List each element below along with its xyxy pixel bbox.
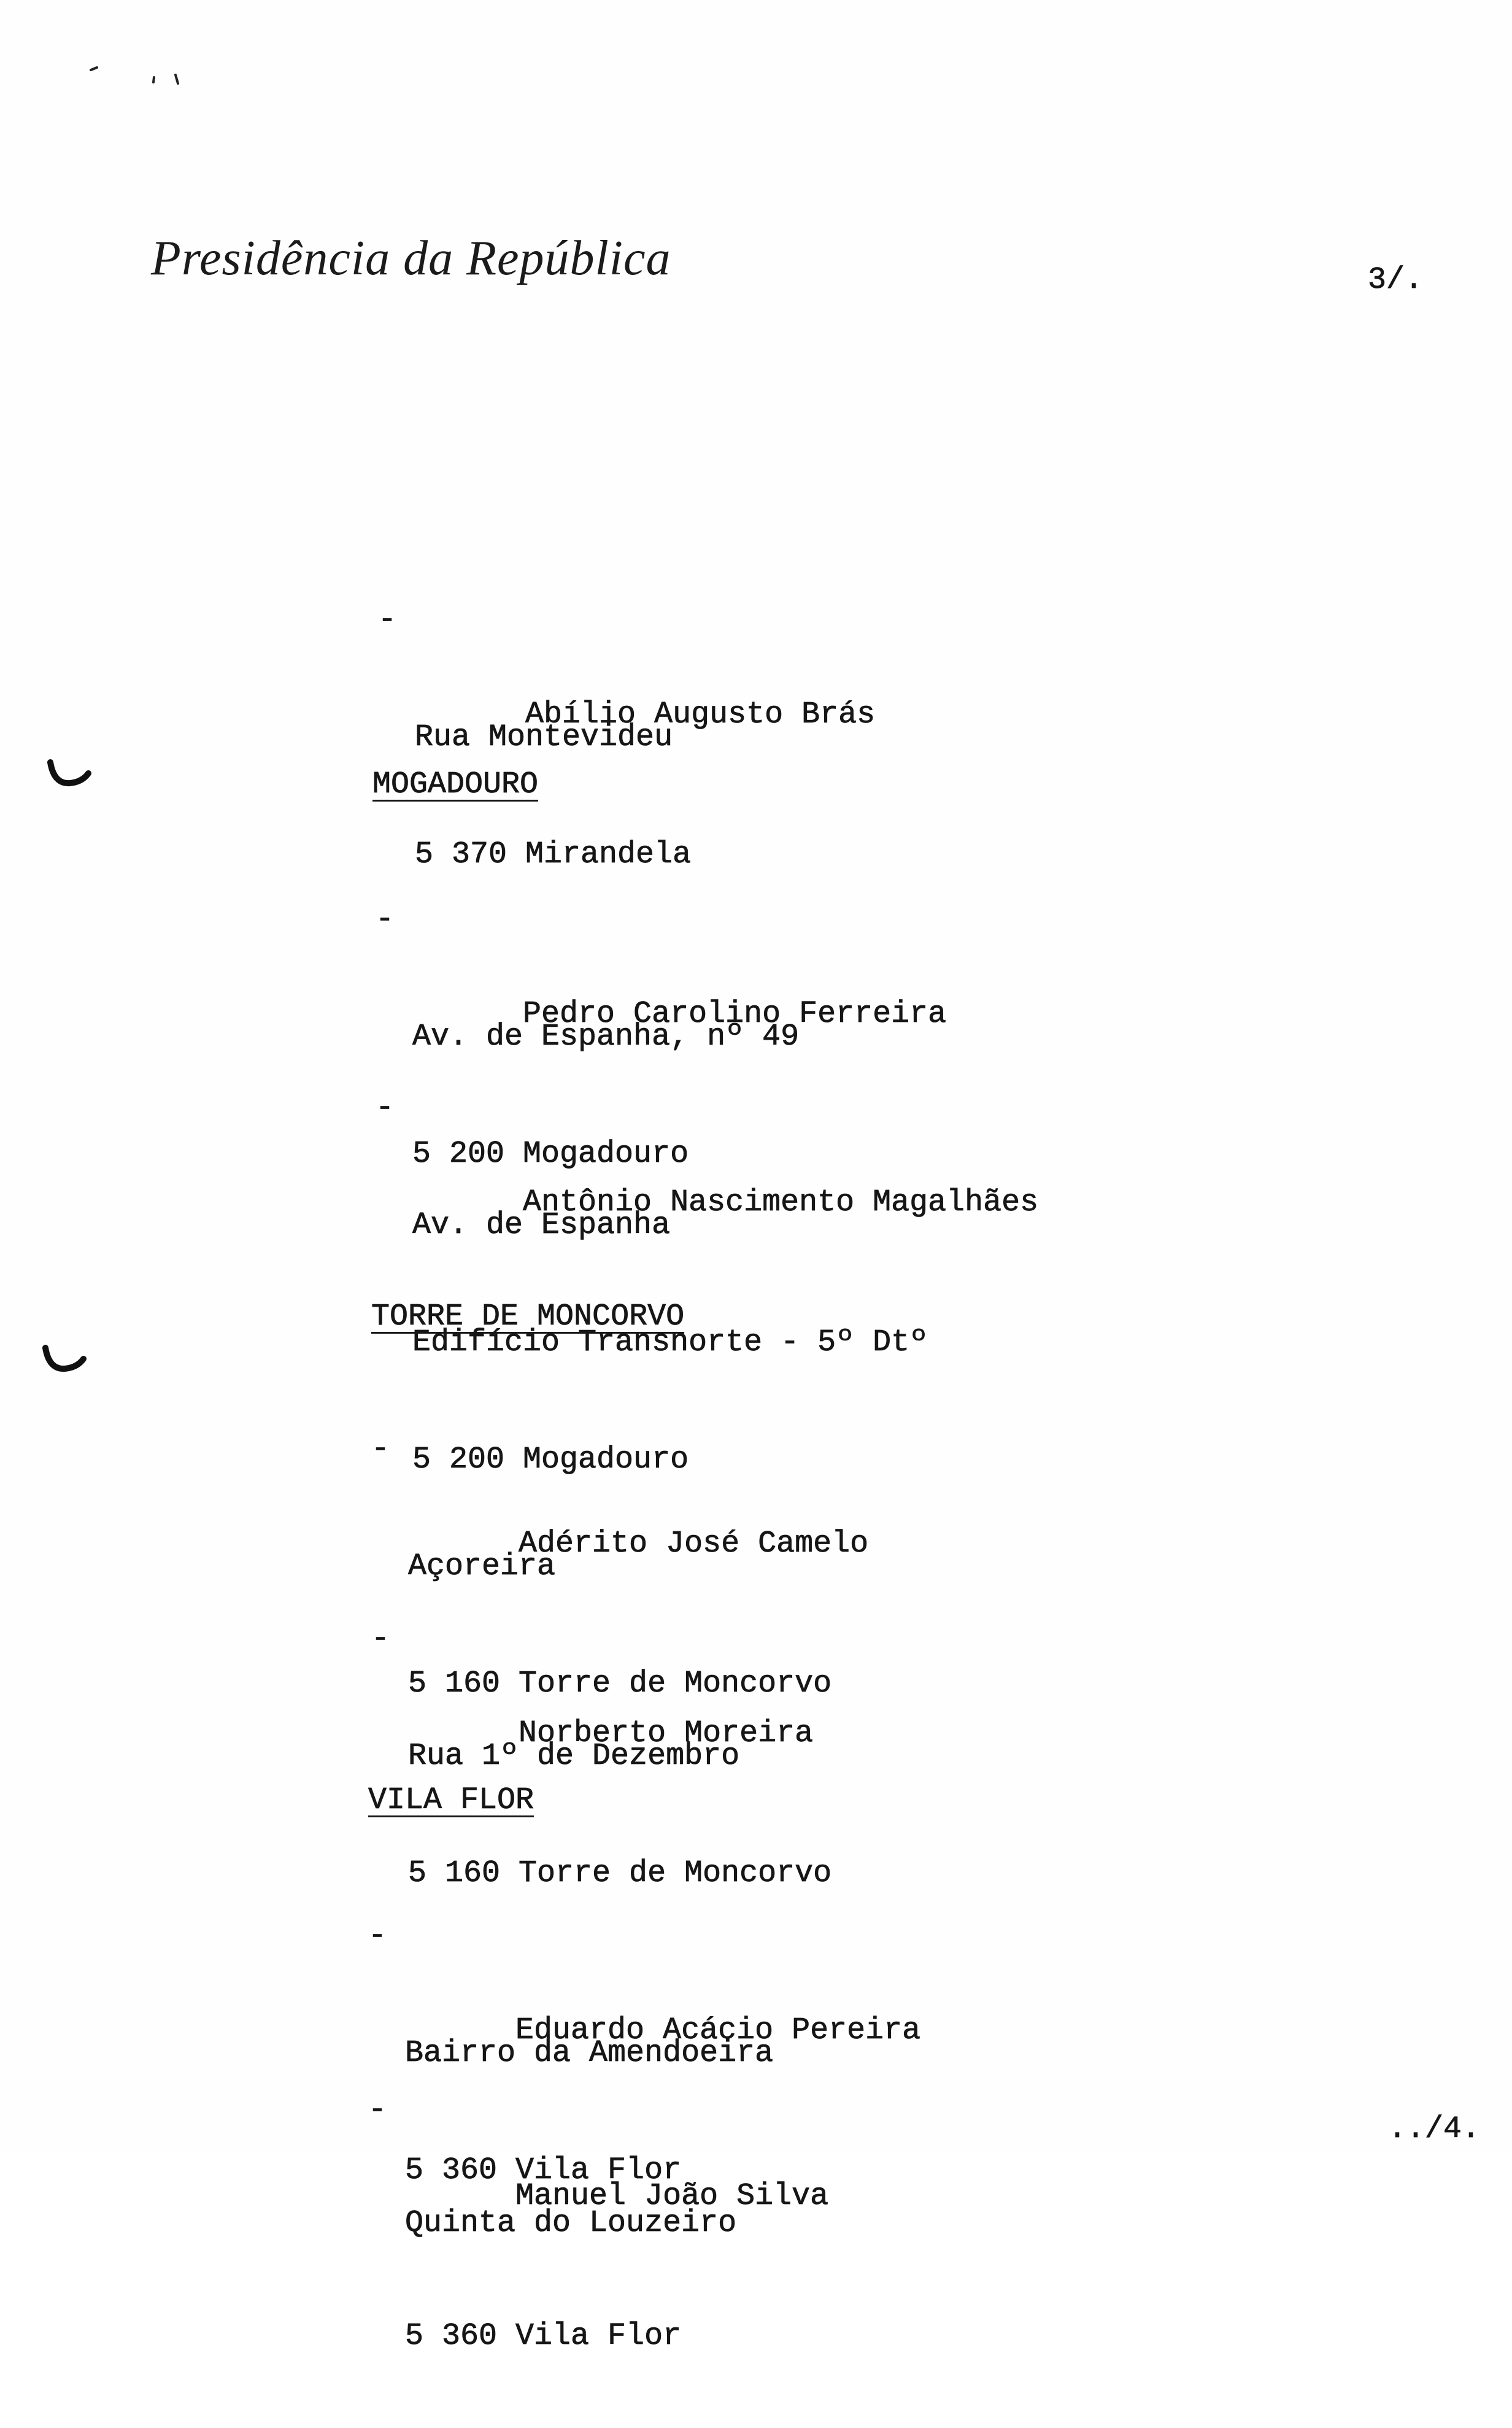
list-marker: -: [371, 1432, 390, 1467]
list-marker: -: [378, 603, 397, 638]
entry-name-line: [378, 597, 876, 732]
address-line: 5 370 Mirandela: [415, 837, 692, 872]
list-marker: -: [376, 1091, 395, 1126]
page-number: 3/.: [1368, 263, 1424, 298]
list-marker: -: [376, 902, 395, 937]
entry-name-line: [371, 1426, 869, 1561]
address-line: Rua Montevideu: [415, 720, 673, 755]
address-line: 5 360 Vila Flor: [405, 2319, 682, 2354]
entry-name: Eduardo Acácio Pereira: [515, 2013, 921, 2048]
address-line: 5 160 Torre de Moncorvo: [408, 1856, 832, 1891]
address-line: 5 200 Mogadouro: [412, 1442, 689, 1477]
address-line: 5 160 Torre de Moncorvo: [408, 1666, 832, 1701]
list-marker: -: [368, 2093, 387, 2128]
section-heading-vila-flor: VILA FLOR: [368, 1783, 534, 1818]
entry-manuel-joao-silva: [368, 2019, 828, 2428]
address-line: 5 200 Mogadouro: [412, 1137, 689, 1172]
list-marker: -: [371, 1622, 390, 1657]
entry-name: Norberto Moreira: [519, 1716, 814, 1751]
address-line: 5 360 Vila Flor: [405, 2153, 682, 2188]
address-line: Edifício Transnorte - 5º Dtº: [412, 1325, 928, 1360]
address-line: Bairro da Amendoeira: [405, 2036, 774, 2071]
scan-specks: [86, 64, 184, 88]
entry-name: Abílio Augusto Brás: [525, 697, 876, 732]
address-line: Rua 1º de Dezembro: [408, 1739, 740, 1774]
entry-name-line: [376, 896, 947, 1032]
section-heading-torre-de-moncorvo: TORRE DE MONCORVO: [371, 1299, 685, 1334]
address-line: Quinta do Louzeiro: [405, 2206, 737, 2241]
entry-name-line: [368, 1912, 921, 2048]
entry-name: Antônio Nascimento Magalhães: [523, 1185, 1039, 1220]
letterhead-title: Presidência da República: [151, 231, 671, 285]
address-line: Av. de Espanha, nº 49: [412, 1019, 800, 1054]
margin-hole-mark-2: [40, 1343, 90, 1377]
address-line: Açoreira: [408, 1549, 556, 1584]
address-line: Av. de Espanha: [412, 1208, 671, 1243]
entry-name: Manuel João Silva: [515, 2179, 829, 2214]
entry-name: Adérito José Camelo: [519, 1526, 869, 1561]
page-continuation-marker: ../4.: [1388, 2112, 1481, 2147]
entry-name: Pedro Carolino Ferreira: [523, 997, 947, 1032]
margin-hole-mark-1: [45, 757, 94, 792]
section-heading-mogadouro: MOGADOURO: [372, 767, 539, 802]
list-marker: -: [368, 1919, 387, 1954]
